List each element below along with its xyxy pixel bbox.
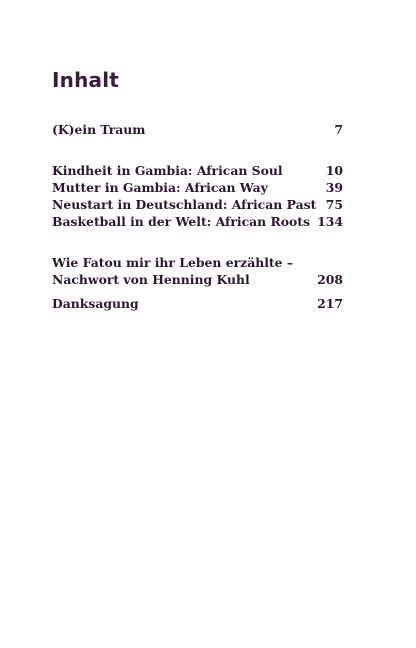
toc-group-chapters <box>52 162 343 230</box>
toc-entry-title: (K)ein Traum <box>52 122 146 137</box>
toc-entry-title: Kindheit in Gambia: African Soul <box>52 163 283 178</box>
toc-entry-title: Mutter in Gambia: African Way <box>52 180 268 195</box>
toc-entry-page: 75 <box>325 197 343 212</box>
toc-entry-page: 7 <box>334 122 343 137</box>
toc-entry <box>52 196 343 213</box>
toc-entry-title: Wie Fatou mir ihr Leben erzählte – <box>52 255 294 270</box>
toc-entry-title: Danksagung <box>52 296 139 311</box>
toc-entry-page: 134 <box>317 214 343 229</box>
toc-entry-title: Nachwort von Henning Kuhl <box>52 272 250 287</box>
toc-entry-title: Basketball in der Welt: African Roots <box>52 214 310 229</box>
toc-entry <box>52 162 343 179</box>
toc-entry <box>52 213 343 230</box>
toc-entry <box>52 254 343 271</box>
toc-entry <box>52 121 343 138</box>
toc-entry-page: 39 <box>325 180 343 195</box>
toc-entry <box>52 271 343 288</box>
toc-group-prologue <box>52 121 343 138</box>
toc-entry <box>52 295 343 312</box>
toc-entry <box>52 179 343 196</box>
toc-heading: Inhalt <box>52 68 120 92</box>
toc-entry-title: Neustart in Deutschland: African Past <box>52 197 317 212</box>
toc-entry-page: 10 <box>325 163 343 178</box>
toc-group-acknowledgements <box>52 295 343 312</box>
toc-entry-page: 208 <box>317 272 343 287</box>
toc-group-afterword <box>52 254 343 288</box>
toc-entry-page: 217 <box>317 296 343 311</box>
